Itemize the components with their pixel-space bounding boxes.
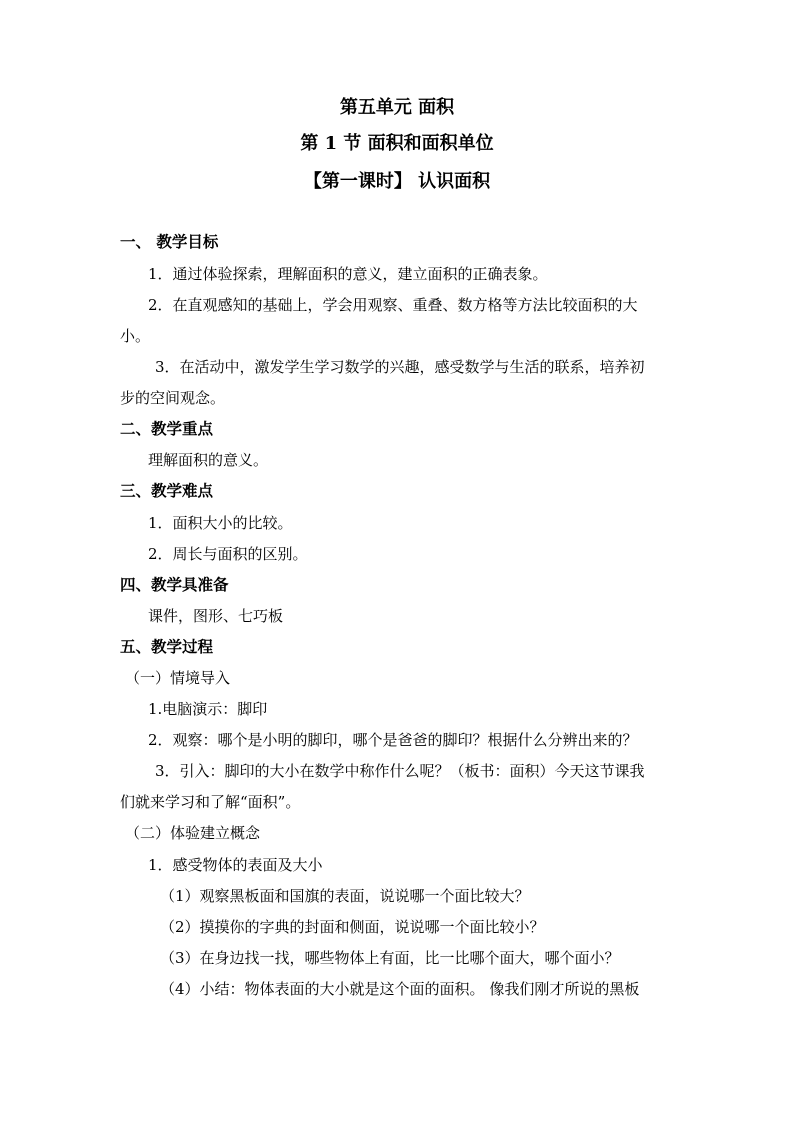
objective-item-3-line-1: 3．在活动中，激发学生学习数学的兴趣，感受数学与生活的联系，培养初 (155, 358, 645, 376)
process-part-2-sub-1: （1）观察黑板面和国旗的表面，说说哪一个面比较大？ (160, 887, 530, 905)
difficulties-heading: 三、教学难点 (120, 481, 214, 500)
difficulty-item-2: 2．周长与面积的区别。 (148, 545, 308, 563)
objectives-heading: 一、 教学目标 (120, 232, 219, 251)
process-part-1-heading: （一）情境导入 (125, 669, 231, 687)
key-points-heading: 二、教学重点 (120, 419, 214, 438)
process-part-1-item-1: 1.电脑演示：脚印 (148, 700, 268, 718)
process-part-1-item-3-line-2: 们就来学习和了解“面积”。 (120, 793, 301, 811)
objective-item-1: 1．通过体验探索，理解面积的意义，建立面积的正确表象。 (148, 265, 548, 283)
process-heading: 五、教学过程 (120, 637, 214, 656)
materials-heading: 四、教学具准备 (120, 575, 229, 594)
objective-item-3-line-2: 步的空间观念。 (120, 389, 226, 407)
process-part-1-item-3-line-1: 3．引入：脚印的大小在数学中称作什么呢？（板书：面积）今天这节课我 (155, 762, 645, 780)
process-part-2-sub-4: （4）小结：物体表面的大小就是这个面的面积。 像我们刚才所说的黑板 (160, 980, 640, 998)
lesson-title: 【第一课时】 认识面积 (303, 171, 491, 192)
difficulty-item-1: 1．面积大小的比较。 (148, 514, 293, 532)
materials-item-1: 课件，图形、七巧板 (148, 607, 284, 625)
process-part-2-sub-2: （2）摸摸你的字典的封面和侧面，说说哪一个面比较小？ (160, 918, 545, 936)
process-part-1-item-2: 2．观察：哪个是小明的脚印，哪个是爸爸的脚印？根据什么分辨出来的？ (148, 731, 638, 749)
process-part-2-item-1: 1．感受物体的表面及大小 (148, 856, 323, 874)
process-part-2-heading: （二）体验建立概念 (125, 824, 261, 842)
key-point-item-1: 理解面积的意义。 (148, 451, 269, 469)
process-part-2-sub-3: （3）在身边找一找，哪些物体上有面，比一比哪个面大，哪个面小？ (160, 949, 620, 967)
objective-item-2-line-2: 小。 (120, 327, 151, 345)
unit-title: 第五单元 面积 (339, 97, 455, 118)
objective-item-2-line-1: 2．在直观感知的基础上，学会用观察、重叠、数方格等方法比较面积的大 (148, 296, 638, 314)
section-title: 第 1 节 面积和面积单位 (300, 133, 494, 154)
